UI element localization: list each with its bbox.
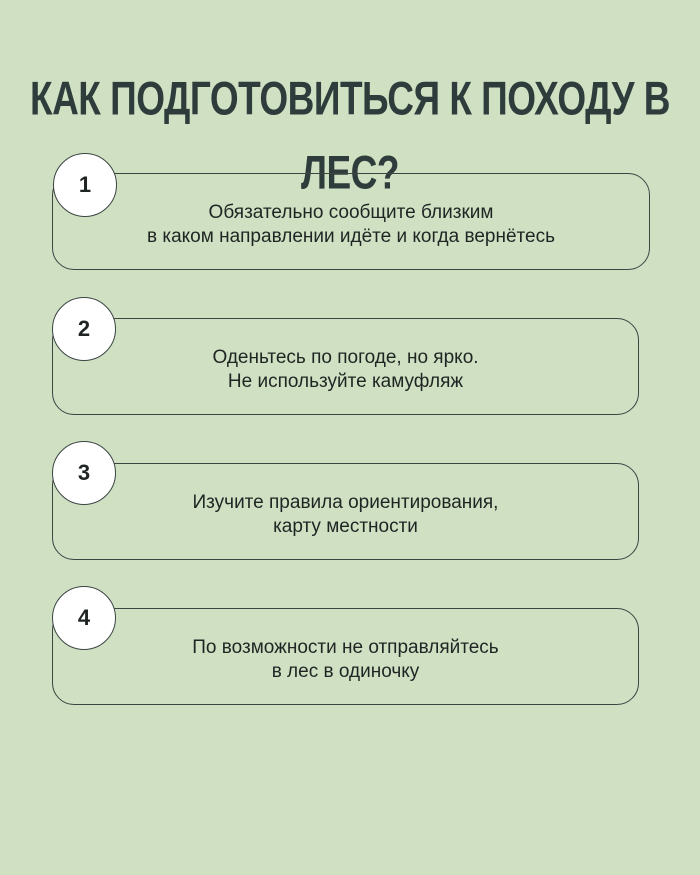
step-text-3 bbox=[193, 485, 499, 539]
step-1-line-1: Обязательно сообщите близким bbox=[208, 201, 494, 223]
step-1-line-2: в каком направлении идёте и когда вернётесь bbox=[146, 225, 556, 247]
step-4-line-1: По возможности не отправляйтесь bbox=[192, 636, 499, 658]
step-number-badge-2: 2 bbox=[52, 297, 116, 361]
step-number-badge-4: 4 bbox=[52, 586, 116, 650]
step-3-line-2: карту местности bbox=[273, 515, 418, 537]
step-card-3 bbox=[52, 463, 639, 560]
step-number-badge-1: 1 bbox=[53, 153, 117, 217]
step-card-1 bbox=[52, 173, 650, 270]
step-2-line-1: Оденьтесь по погоде, но ярко. bbox=[212, 346, 479, 368]
page-title: КАК ПОДГОТОВИТЬСЯ К ПОХОДУ В ЛЕС? bbox=[30, 72, 670, 199]
step-text-4 bbox=[192, 630, 498, 684]
step-number-badge-3: 3 bbox=[52, 441, 116, 505]
step-2-line-2: Не используйте камуфляж bbox=[227, 370, 464, 392]
step-text-2 bbox=[212, 340, 478, 394]
step-4-line-2: в лес в одиночку bbox=[271, 660, 420, 682]
step-card-4 bbox=[52, 608, 639, 705]
step-card-2 bbox=[52, 318, 639, 415]
step-text-1 bbox=[147, 195, 555, 249]
step-3-line-1: Изучите правила ориентирования, bbox=[192, 491, 499, 513]
